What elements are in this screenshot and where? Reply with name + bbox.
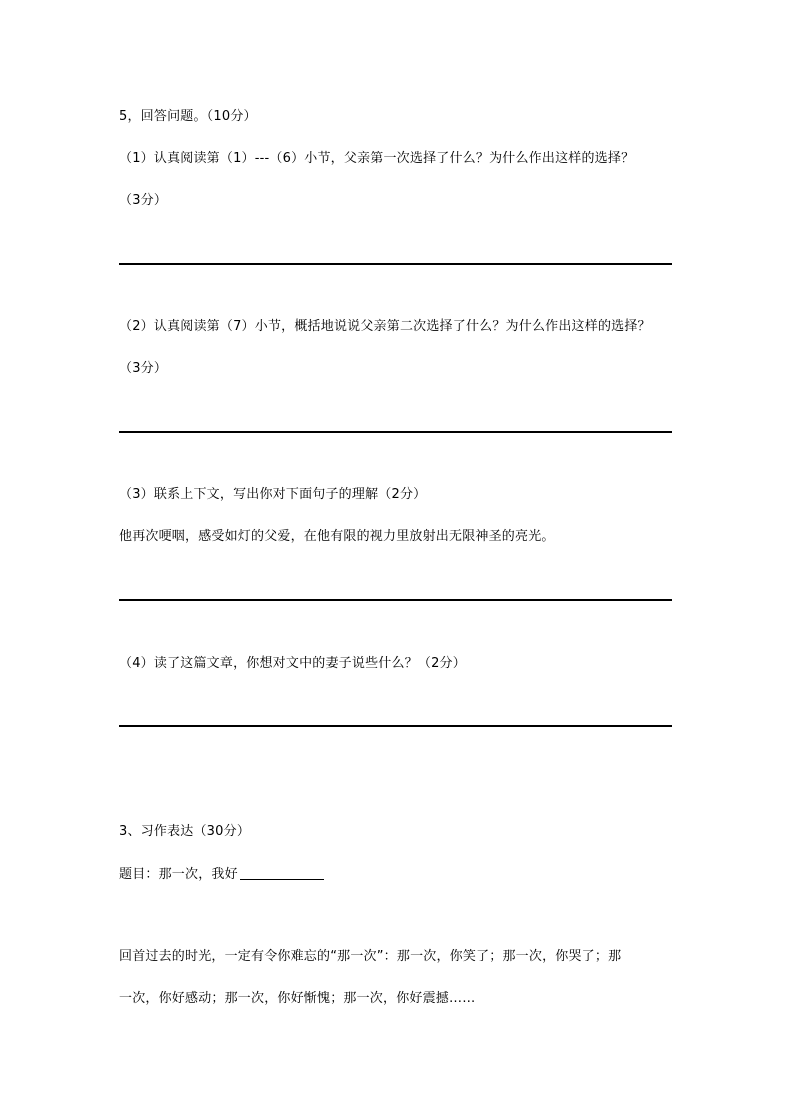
essay-prompt-line-1: 回首过去的时光，一定有令你难忘的“那一次”：那一次，你笑了；那一次，你哭了；那: [119, 949, 622, 964]
question-1-points: （3分）: [119, 193, 168, 208]
question-2-text: （2）认真阅读第（7）小节，概括地说说父亲第二次选择了什么？为什么作出这样的选择？: [119, 319, 651, 334]
question-3-text: （3）联系上下文，写出你对下面句子的理解（2分）: [119, 487, 427, 502]
question-3-quote: 他再次哽咽，感受如灯的父爱，在他有限的视力里放射出无限神圣的亮光。: [119, 529, 555, 544]
question-1-answer-line[interactable]: [119, 263, 672, 265]
section-3-heading: 3、习作表达（30分）: [119, 824, 251, 839]
essay-topic-prefix: 题目：那一次，我好: [119, 867, 238, 882]
question-2-answer-line[interactable]: [119, 431, 672, 433]
question-4-answer-line[interactable]: [119, 725, 672, 727]
section-5-heading: 5，回答问题。（10分）: [119, 109, 257, 124]
question-1-text: （1）认真阅读第（1）---（6）小节，父亲第一次选择了什么？为什么作出这样的选择？: [119, 151, 635, 166]
essay-prompt-line-2: 一次，你好感动；那一次，你好惭愧；那一次，你好震撼……: [119, 991, 476, 1006]
essay-topic: [119, 865, 324, 884]
question-4-text: （4）读了这篇文章，你想对文中的妻子说些什么？（2分）: [119, 656, 466, 671]
essay-topic-blank[interactable]: [240, 865, 324, 880]
question-3-answer-line[interactable]: [119, 599, 672, 601]
question-2-points: （3分）: [119, 361, 168, 376]
